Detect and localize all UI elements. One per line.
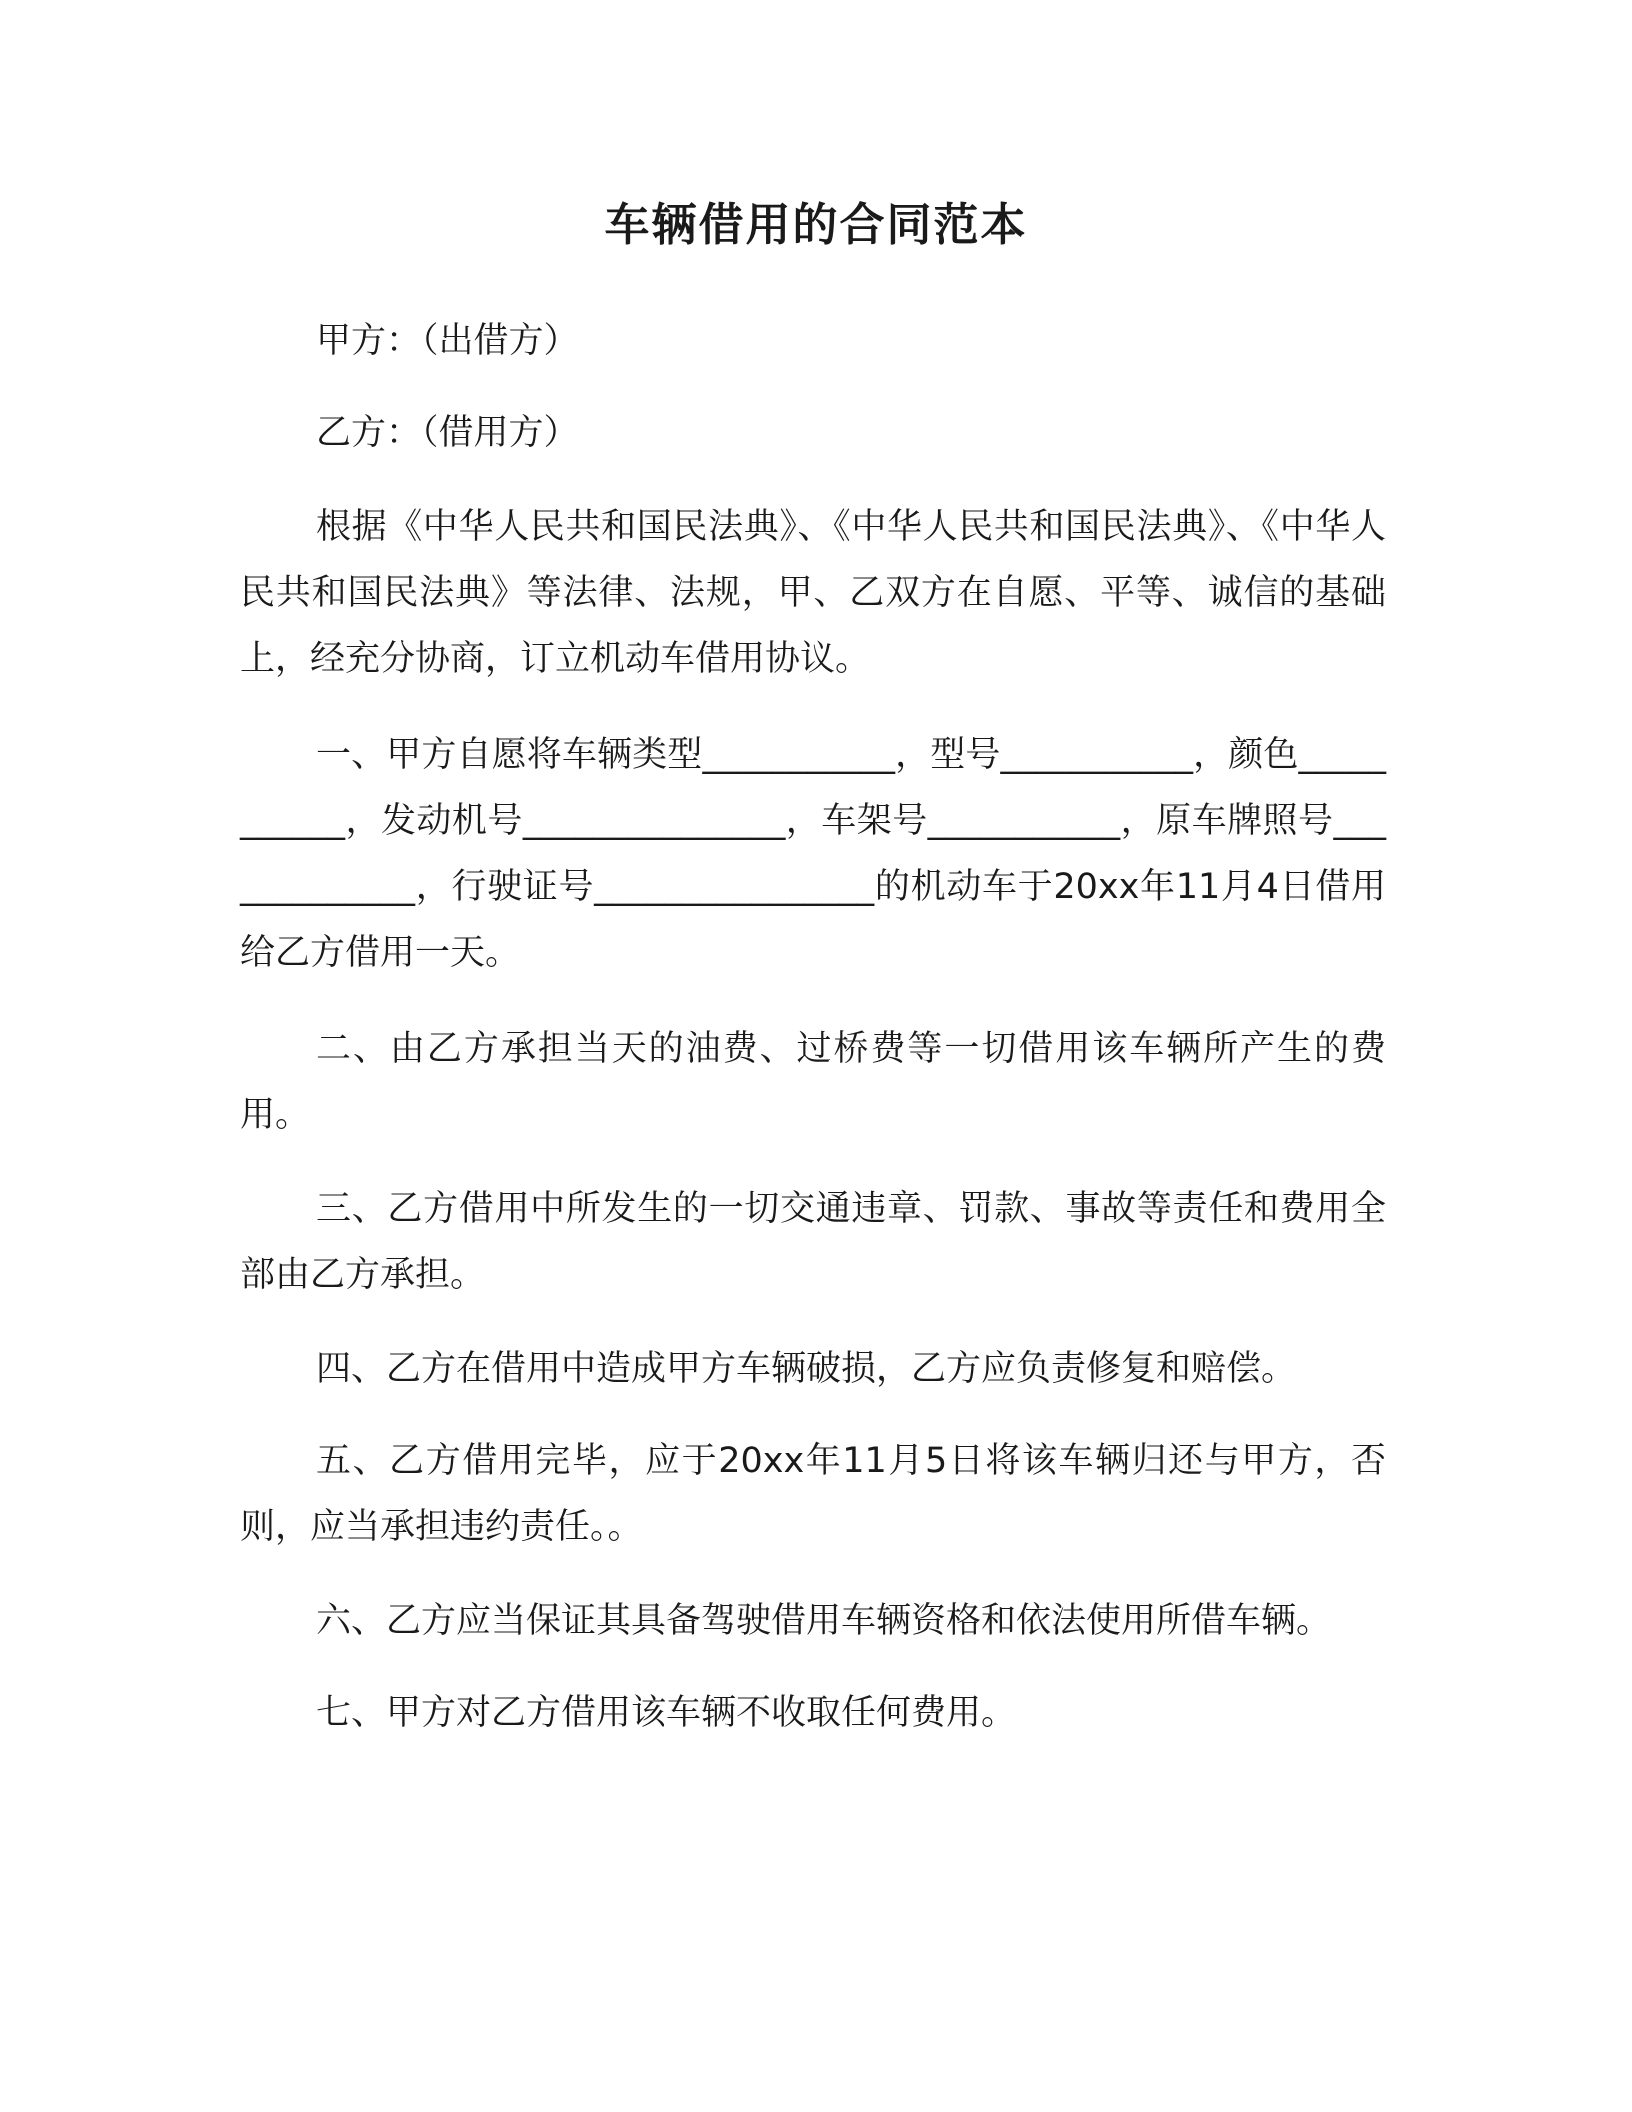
clause-3-block — [240, 1176, 1386, 1308]
clause-2-block — [240, 1016, 1386, 1148]
clause-7-block — [240, 1680, 1386, 1746]
preamble-block — [240, 494, 1386, 692]
party-b-line: 乙方：（借用方） — [316, 413, 579, 453]
party-a-line: 甲方：（出借方） — [316, 321, 579, 361]
clause-5-block — [240, 1428, 1386, 1560]
clause-6-paragraph: 六、乙方应当保证其具备驾驶借用车辆资格和依法使用所借车辆。 — [316, 1601, 1332, 1641]
clause-7-paragraph: 七、甲方对乙方借用该车辆不收取任何费用。 — [316, 1693, 1017, 1733]
clause-6-block — [240, 1588, 1386, 1654]
clause-1-paragraph: 一、甲方自愿将车辆类型___________，型号___________，颜色___________，发动机号_______________，车架号___________，原车牌照号_____________，行驶证号________________的机动车于20xx年11月4日借用给乙方借用一天。 — [240, 735, 1386, 973]
clause-1-block — [240, 722, 1386, 986]
clause-4-paragraph: 四、乙方在借用中造成甲方车辆破损，乙方应负责修复和赔偿。 — [316, 1349, 1297, 1389]
clause-3-paragraph: 三、乙方借用中所发生的一切交通违章、罚款、事故等责任和费用全部由乙方承担。 — [240, 1189, 1386, 1295]
document-title: 车辆借用的合同范本 — [604, 198, 1028, 251]
preamble-paragraph: 根据《中华人民共和国民法典》、《中华人民共和国民法典》、《中华人民共和国民法典》等法律、法规，甲、乙双方在自愿、平等、诚信的基础上，经充分协商，订立机动车借用协议。 — [240, 507, 1386, 679]
clause-5-paragraph: 五、乙方借用完毕，应于20xx年11月5日将该车辆归还与甲方，否则，应当承担违约责任。。 — [240, 1441, 1386, 1547]
clause-4-block — [240, 1336, 1386, 1402]
clause-2-paragraph: 二、由乙方承担当天的油费、过桥费等一切借用该车辆所产生的费用。 — [240, 1029, 1386, 1135]
